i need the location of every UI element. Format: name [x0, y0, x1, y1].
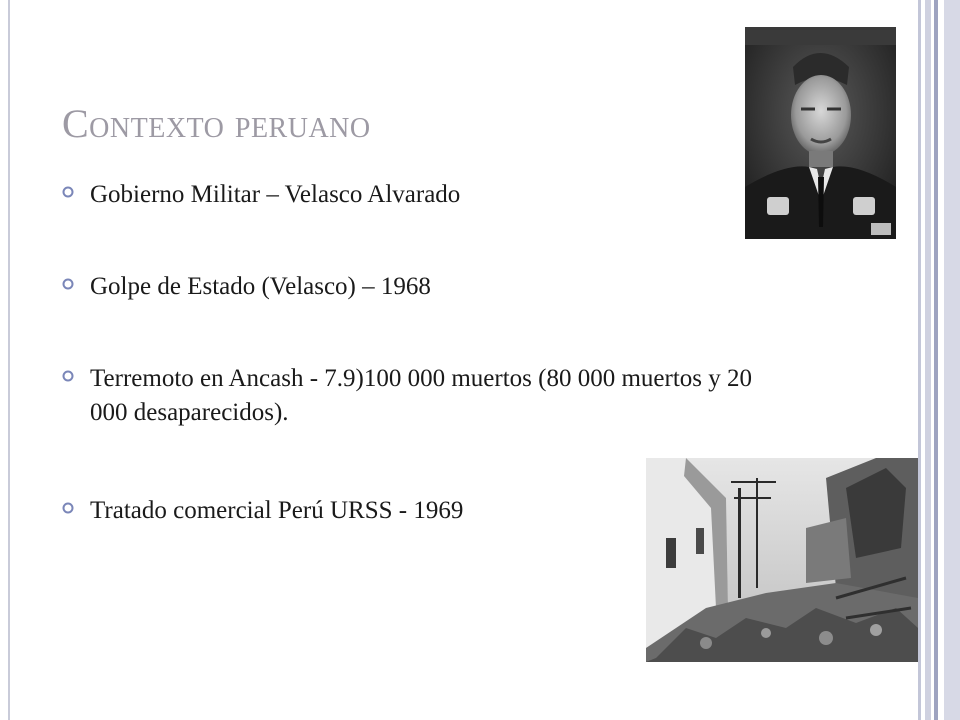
bullet-text: Tratado comercial Perú URSS - 1969 [90, 497, 464, 524]
bullet-text: Terremoto en Ancash - 7.9)100 000 muertos (80 000 muertos y 20 000 desaparecidos). [90, 365, 753, 426]
border-stripe [918, 0, 921, 720]
bullet-ring-icon [62, 278, 74, 290]
border-stripe [944, 0, 960, 720]
bullet-ring-icon [62, 370, 74, 382]
border-stripe [925, 0, 931, 720]
bullet-text: Golpe de Estado (Velasco) – 1968 [90, 273, 431, 300]
border-stripe [934, 0, 938, 720]
earthquake-ruins-photo [646, 458, 918, 662]
portrait-photo [745, 27, 896, 239]
bullet-ring-icon [62, 186, 74, 198]
slide-title: Contexto peruano [62, 101, 371, 146]
bullet-ring-icon [62, 502, 74, 514]
bullet-text: Gobierno Militar – Velasco Alvarado [90, 181, 461, 208]
left-border-line [8, 0, 10, 720]
